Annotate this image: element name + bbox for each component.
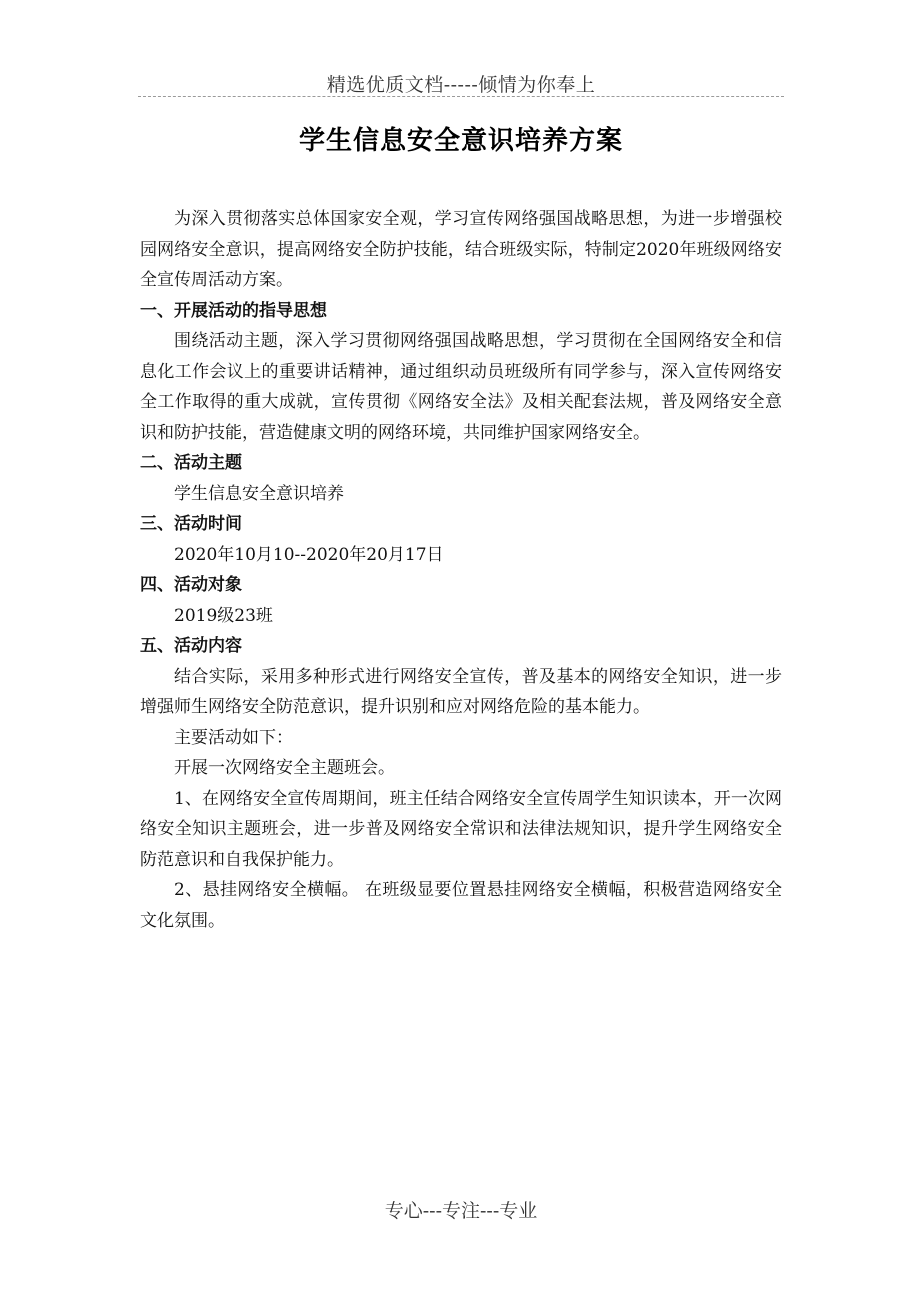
section-paragraph: 结合实际，采用多种形式进行网络安全宣传，普及基本的网络安全知识，进一步增强师生网络安全防范意识，提升识别和应对网络危险的基本能力。	[140, 666, 782, 717]
section-theme	[140, 448, 782, 509]
section-paragraph: 2019级23班	[174, 605, 273, 626]
section-heading: 四、活动对象	[140, 575, 242, 595]
section-paragraph: 围绕活动主题，深入学习贯彻网络强国战略思想，学习贯彻在全国网络安全和信息化工作会议上的重要讲话精神，通过组织动员班级所有同学参与，深入宣传网络安全工作取得的重大成就，宣传贯彻《网络安全法》及相关配套法规，普及网络安全意识和防护技能，营造健康文明的网络环境，共同维护国家网络安全。	[140, 331, 782, 443]
page-header: 精选优质文档-----倾情为你奉上	[326, 74, 596, 96]
page-footer: 专心---专注---专业	[384, 1200, 538, 1222]
section-paragraph: 开展一次网络安全主题班会。	[174, 758, 395, 778]
section-paragraph: 主要活动如下：	[174, 727, 293, 748]
section-guiding-ideology	[140, 296, 782, 449]
section-paragraph: 2、悬挂网络安全横幅。 在班级显要位置悬挂网络安全横幅，积极营造网络安全文化氛围。	[140, 880, 782, 931]
section-audience	[140, 570, 782, 631]
section-paragraph: 学生信息安全意识培养	[174, 483, 344, 504]
section-content	[140, 631, 782, 936]
document-title: 学生信息安全意识培养方案	[298, 126, 623, 156]
section-heading: 三、活动时间	[140, 514, 242, 534]
section-heading: 一、开展活动的指导思想	[140, 300, 327, 321]
header-divider	[138, 96, 784, 97]
section-paragraph: 1、在网络安全宣传周期间，班主任结合网络安全宣传周学生知识读本，开一次网络安全知识主题班会，进一步普及网络安全常识和法律法规知识，提升学生网络安全防范意识和自我保护能力。	[140, 788, 782, 870]
section-heading: 五、活动内容	[140, 636, 242, 656]
section-paragraph: 2020年10月10--2020年20月17日	[174, 544, 444, 565]
section-time	[140, 509, 782, 570]
intro-paragraph: 为深入贯彻落实总体国家安全观，学习宣传网络强国战略思想，为进一步增强校园网络安全意识，提高网络安全防护技能，结合班级实际，特制定2020年班级网络安全宣传周活动方案。	[140, 209, 782, 290]
section-heading: 二、活动主题	[140, 453, 242, 473]
document-body	[140, 204, 782, 936]
